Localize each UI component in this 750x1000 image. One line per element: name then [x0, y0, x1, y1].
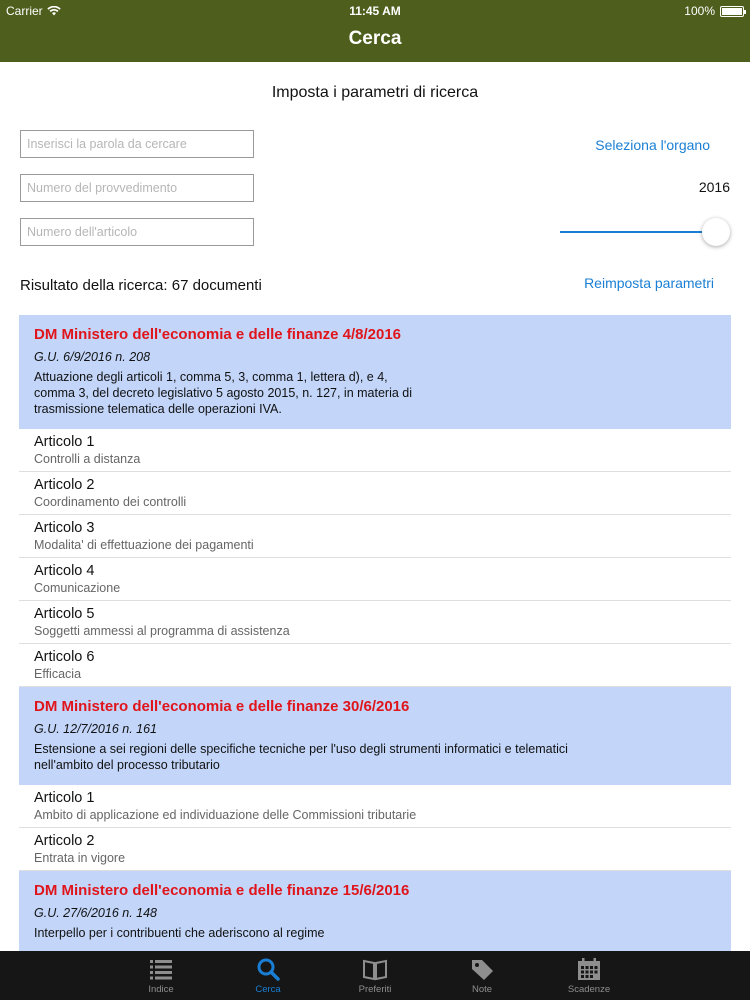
article-title: Articolo 1	[34, 790, 95, 806]
tab-cerca[interactable]: Cerca	[215, 951, 322, 1000]
measure-number-input[interactable]	[20, 174, 254, 202]
article-title: Articolo 2	[34, 833, 95, 849]
article-row[interactable]	[19, 644, 731, 687]
article-row[interactable]	[19, 429, 731, 472]
article-title: Articolo 5	[34, 606, 95, 622]
document-gazette: G.U. 27/6/2016 n. 148	[34, 906, 158, 920]
result-count: Risultato della ricerca: 67 documenti	[20, 277, 262, 294]
tag-icon	[469, 957, 495, 981]
article-subtitle: Entrata in vigore	[34, 851, 126, 865]
search-heading: Imposta i parametri di ricerca	[271, 84, 479, 101]
description-line: Attuazione degli articoli 1, comma 5, 3, comma 1, lettera d), e 4,	[34, 370, 388, 384]
article-subtitle: Controlli a distanza	[34, 452, 141, 466]
description-line: Estensione a sei regioni delle specifiche tecniche per l'uso degli strumenti informatici e telematici	[34, 742, 568, 756]
navigation-bar	[0, 0, 750, 62]
description-line: comma 3, del decreto legislativo 5 agosto 2015, n. 127, in materia di	[34, 386, 412, 400]
article-title: Articolo 3	[34, 520, 95, 536]
clock: 11:45 AM	[349, 4, 401, 18]
carrier: Carrier	[6, 4, 61, 18]
article-title: Articolo 4	[34, 563, 95, 579]
document-gazette: G.U. 12/7/2016 n. 161	[34, 722, 158, 736]
year-value: 2016	[698, 179, 730, 195]
article-subtitle: Ambito di applicazione ed individuazione delle Commissioni tributarie	[34, 808, 417, 822]
slider-thumb[interactable]	[702, 218, 730, 246]
document-item[interactable]	[19, 871, 731, 953]
article-subtitle: Coordinamento dei controlli	[34, 495, 187, 509]
document-description	[34, 925, 716, 941]
calendar-icon	[576, 957, 602, 981]
article-title: Articolo 2	[34, 477, 95, 493]
battery: 100%	[684, 4, 744, 18]
search-icon	[255, 957, 281, 981]
description-line: Interpello per i contribuenti che aderiscono al regime	[34, 926, 325, 940]
search-word-input[interactable]	[20, 130, 254, 158]
document-item[interactable]	[19, 315, 731, 429]
document-description	[34, 741, 716, 773]
document-title: DM Ministero dell'economia e delle finanze 30/6/2016	[34, 698, 410, 715]
slider-track	[560, 231, 716, 233]
article-row[interactable]	[19, 785, 731, 828]
reset-parameters-link[interactable]: Reimposta parametri	[584, 275, 714, 291]
description-line: trasmissione telematica delle operazioni IVA.	[34, 402, 282, 416]
document-description	[34, 369, 716, 417]
battery-icon	[720, 6, 744, 17]
status-bar	[0, 0, 750, 22]
tab-note[interactable]: Note	[429, 951, 536, 1000]
article-row[interactable]	[19, 558, 731, 601]
page-title: Cerca	[348, 28, 402, 49]
article-row[interactable]	[19, 515, 731, 558]
tab-indice[interactable]: Indice	[108, 951, 215, 1000]
article-subtitle: Comunicazione	[34, 581, 121, 595]
select-organ-link[interactable]: Seleziona l'organo	[595, 137, 710, 153]
article-row[interactable]	[19, 472, 731, 515]
article-row[interactable]	[19, 601, 731, 644]
article-title: Articolo 6	[34, 649, 95, 665]
results-list	[19, 315, 731, 953]
description-line: nell'ambito del processo tributario	[34, 758, 220, 772]
article-subtitle: Modalita' di effettuazione dei pagamenti	[34, 538, 254, 552]
article-number-input[interactable]	[20, 218, 254, 246]
article-subtitle: Efficacia	[34, 667, 82, 681]
document-item[interactable]	[19, 687, 731, 785]
tab-bar	[0, 951, 750, 1000]
document-title: DM Ministero dell'economia e delle finanze 15/6/2016	[34, 882, 410, 899]
tab-preferiti[interactable]: Preferiti	[322, 951, 429, 1000]
year-slider[interactable]	[560, 218, 730, 246]
tab-scadenze[interactable]: Scadenze	[536, 951, 643, 1000]
article-title: Articolo 1	[34, 434, 95, 450]
list-icon	[148, 957, 174, 981]
document-gazette: G.U. 6/9/2016 n. 208	[34, 350, 151, 364]
article-subtitle: Soggetti ammessi al programma di assistenza	[34, 624, 290, 638]
book-icon	[362, 957, 388, 981]
document-title: DM Ministero dell'economia e delle finanze 4/8/2016	[34, 326, 402, 343]
article-row[interactable]	[19, 828, 731, 871]
